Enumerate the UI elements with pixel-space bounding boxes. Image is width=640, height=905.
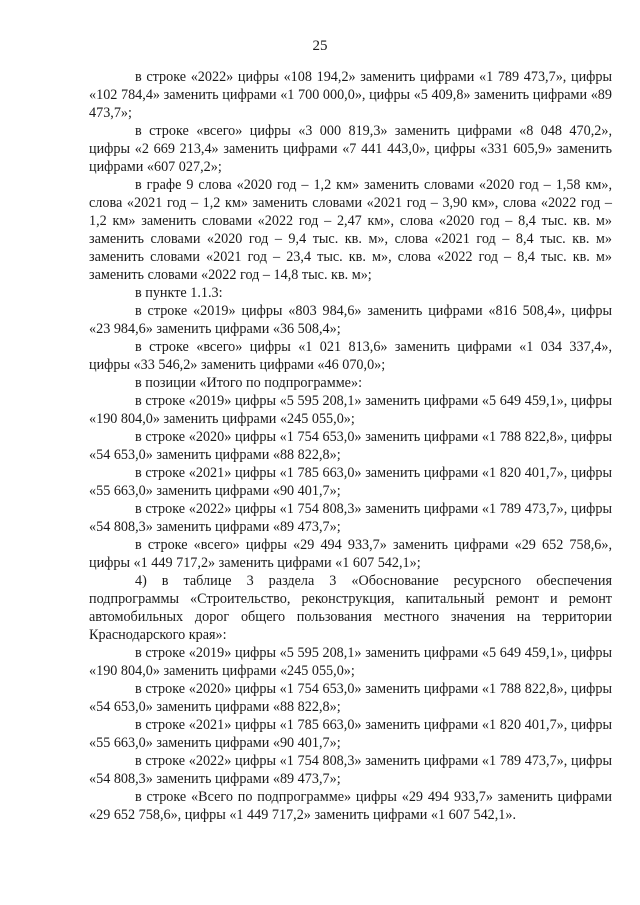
paragraph: в строке «2019» цифры «5 595 208,1» заменить цифрами «5 649 459,1», цифры «190 804,0» заменить цифрами «245 055,0»; [89,645,612,679]
paragraph: в строке «всего» цифры «29 494 933,7» заменить цифрами «29 652 758,6», цифры «1 449 717,2» заменить цифрами «1 607 542,1»; [89,537,612,571]
paragraph: в строке «2020» цифры «1 754 653,0» заменить цифрами «1 788 822,8», цифры «54 653,0» заменить цифрами «88 822,8»; [89,681,612,715]
paragraph: в строке «2019» цифры «803 984,6» заменить цифрами «816 508,4», цифры «23 984,6» заменить цифрами «36 508,4»; [89,303,612,337]
paragraph: в строке «2021» цифры «1 785 663,0» заменить цифрами «1 820 401,7», цифры «55 663,0» заменить цифрами «90 401,7»; [89,717,612,751]
paragraph: в позиции «Итого по подпрограмме»: [135,375,363,391]
paragraph: в строке «всего» цифры «3 000 819,3» заменить цифрами «8 048 470,2», цифры «2 669 213,4» заменить цифрами «7 441 443,0», цифры «331 605,9» заменить цифрами «607 027,2»; [89,123,612,175]
paragraph: в строке «2022» цифры «108 194,2» заменить цифрами «1 789 473,7», цифры «102 784,4» заменить цифрами «1 700 000,0», цифры «5 409,8» заменить цифрами «89 473,7»; [89,69,612,121]
paragraph: в строке «2021» цифры «1 785 663,0» заменить цифрами «1 820 401,7», цифры «55 663,0» заменить цифрами «90 401,7»; [89,465,612,499]
paragraph: в строке «2022» цифры «1 754 808,3» заменить цифрами «1 789 473,7», цифры «54 808,3» заменить цифрами «89 473,7»; [89,501,612,535]
paragraph: в пункте 1.1.3: [135,285,223,301]
paragraph: в строке «всего» цифры «1 021 813,6» заменить цифрами «1 034 337,4», цифры «33 546,2» заменить цифрами «46 070,0»; [89,339,612,373]
page-number: 25 [312,38,328,54]
paragraph: в строке «2022» цифры «1 754 808,3» заменить цифрами «1 789 473,7», цифры «54 808,3» заменить цифрами «89 473,7»; [89,753,612,787]
paragraph: 4) в таблице 3 раздела 3 «Обоснование ресурсного обеспечения подпрограммы «Строительство, реконструкция, капитальный ремонт и ремонт автомобильных дорог общего пользования местного значения на территории Краснодарского края»: [89,573,612,643]
document-body [89,68,612,824]
paragraph: в строке «2019» цифры «5 595 208,1» заменить цифрами «5 649 459,1», цифры «190 804,0» заменить цифрами «245 055,0»; [89,393,612,427]
paragraph: в строке «Всего по подпрограмме» цифры «29 494 933,7» заменить цифрами «29 652 758,6», цифры «1 449 717,2» заменить цифрами «1 607 542,1». [89,789,612,823]
paragraph: в строке «2020» цифры «1 754 653,0» заменить цифрами «1 788 822,8», цифры «54 653,0» заменить цифрами «88 822,8»; [89,429,612,463]
paragraph: в графе 9 слова «2020 год – 1,2 км» заменить словами «2020 год – 1,58 км», слова «2021 год – 1,2 км» заменить словами «2021 год – 3,90 км», слова «2022 год – 1,2 км» заменить словами «2022 год – 2,47 км», слова «2020 год – 8,4 тыс. кв. м» заменить словами «2020 год – 9,4 тыс. кв. м», слова «2021 год – 8,4 тыс. кв. м» заменить словами «2021 год – 23,4 тыс. кв. м», слова «2022 год – 8,4 тыс. кв. м» заменить словами «2022 год – 14,8 тыс. кв. м»; [89,177,612,283]
